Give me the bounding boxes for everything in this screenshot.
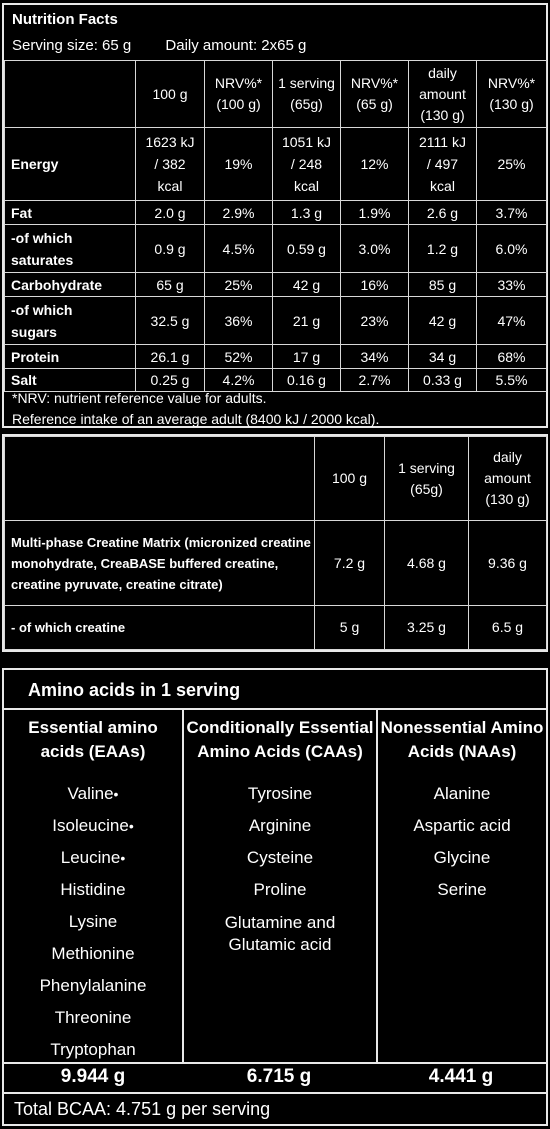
column-header-text: 100 g xyxy=(152,85,188,102)
table-cell xyxy=(469,521,547,605)
table-cell xyxy=(273,345,341,369)
column-header-text: (100 g) xyxy=(216,96,261,112)
row-label-text: - of which creatine xyxy=(11,619,126,635)
table-cell xyxy=(205,128,273,201)
table-cell-text: 36% xyxy=(224,312,253,329)
amino-acid-item xyxy=(378,842,546,874)
table-cell-text: 2111 kJ xyxy=(419,134,466,150)
column-header-text: (65 g) xyxy=(356,96,393,112)
amino-acid-name: Glutamine and xyxy=(224,913,336,932)
column-header-text: (130 g) xyxy=(489,96,534,112)
table-cell-text: 65 g xyxy=(156,276,184,293)
row-label xyxy=(5,345,136,369)
table-cell-text: 0.59 g xyxy=(287,240,326,257)
table-cell xyxy=(477,297,547,345)
amino-acid-name: Glutamic acid xyxy=(228,935,332,954)
amino-acid-item xyxy=(4,810,182,842)
table-cell-text: 5.5% xyxy=(495,372,528,388)
table-cell xyxy=(273,273,341,297)
row-label-text: Protein xyxy=(11,348,60,365)
serving-size: Serving size: 65 g xyxy=(12,37,132,54)
amino-acid-name: Tyrosine xyxy=(247,784,313,803)
table-cell xyxy=(341,225,409,273)
table-cell-text: / 248 xyxy=(290,156,323,172)
daily-amount: Daily amount: 2x65 g xyxy=(165,37,307,54)
amino-acid-name: Isoleucine xyxy=(52,816,129,835)
footnote-line: *NRV: nutrient reference value for adults. xyxy=(12,390,267,406)
amino-acid-item xyxy=(378,874,546,906)
header-row xyxy=(5,61,547,128)
table-cell-text: 3.0% xyxy=(358,240,391,257)
table-cell-text: 85 g xyxy=(428,276,457,293)
table-cell-text: 2.6 g xyxy=(426,204,459,221)
table-cell xyxy=(409,225,477,273)
table-cell-text: / 497 xyxy=(426,156,459,172)
table-cell-text: 3.25 g xyxy=(407,619,446,636)
amino-acid-item xyxy=(4,778,182,810)
row-label-text: monohydrate, CreaBASE buffered creatine, xyxy=(11,555,279,571)
table-cell-text: 2.9% xyxy=(222,204,255,221)
amino-acid-name: Leucine xyxy=(60,848,121,867)
row-label xyxy=(5,297,136,345)
column-header-text: 1 serving xyxy=(278,75,335,91)
table-row xyxy=(5,225,547,273)
column-header xyxy=(341,61,409,128)
amino-acid-item xyxy=(4,842,182,874)
table-cell xyxy=(477,201,547,225)
table-cell xyxy=(315,521,385,605)
row-label xyxy=(5,605,315,649)
column-header xyxy=(409,61,477,128)
table-cell-text: 1051 kJ xyxy=(281,134,332,150)
amino-acid-item xyxy=(184,778,376,810)
table-cell-text: 17 g xyxy=(292,348,321,365)
row-label-text: saturates xyxy=(11,251,74,268)
column-header xyxy=(385,437,469,521)
eaa-list xyxy=(4,778,182,1066)
table-cell xyxy=(136,297,205,345)
row-label-text: sugars xyxy=(11,323,57,340)
table-cell xyxy=(136,128,205,201)
row-label-text: -of which xyxy=(11,301,73,318)
table-cell-text: 52% xyxy=(224,348,253,365)
column-header-text: amount xyxy=(484,470,531,487)
amino-acid-name: Tryptophan xyxy=(50,1040,136,1059)
amino-acid-item xyxy=(4,874,182,906)
row-label xyxy=(5,521,315,605)
naa-column xyxy=(376,708,546,1062)
row-label-text: -of which xyxy=(11,229,73,246)
table-cell-text: 4.5% xyxy=(222,240,255,257)
column-header xyxy=(205,61,273,128)
amino-acid-item xyxy=(184,810,376,842)
table-cell xyxy=(341,128,409,201)
table-cell xyxy=(205,345,273,369)
amino-acid-item xyxy=(184,874,376,906)
table-cell-text: 1.9% xyxy=(358,204,391,221)
table-cell-text: 0.25 g xyxy=(150,372,190,388)
table-cell-text: 26.1 g xyxy=(150,348,190,365)
amino-acid-name: Methionine xyxy=(51,944,135,963)
column-header-text: amount xyxy=(419,85,466,102)
bcaa-marker-icon: • xyxy=(113,786,119,802)
nrv-footnote xyxy=(12,388,379,430)
table-cell xyxy=(477,369,547,392)
table-cell xyxy=(477,273,547,297)
footnote-line: Reference intake of an average adult (8400 kJ / 2000 kcal). xyxy=(12,411,380,427)
table-cell-text: 3.7% xyxy=(495,204,528,221)
column-header xyxy=(5,437,315,521)
bcaa-marker-icon: • xyxy=(128,818,134,834)
column-header xyxy=(469,437,547,521)
table-row xyxy=(5,273,547,297)
table-cell-text: 4.2% xyxy=(222,372,255,388)
table-cell-text: 4.68 g xyxy=(407,555,446,572)
creatine-table xyxy=(4,436,547,650)
table-cell-text: 33% xyxy=(497,276,526,293)
column-header xyxy=(315,437,385,521)
amino-acid-name: Proline xyxy=(253,880,307,899)
table-cell xyxy=(315,605,385,649)
table-cell-text: 0.9 g xyxy=(154,240,186,257)
table-row xyxy=(5,605,547,649)
amino-acid-item xyxy=(378,810,546,842)
amino-acid-name: Aspartic acid xyxy=(413,816,511,835)
table-cell-text: 32.5 g xyxy=(150,312,190,329)
amino-acid-name: Serine xyxy=(437,880,487,899)
table-cell xyxy=(136,345,205,369)
table-cell-text: 2.7% xyxy=(358,372,391,388)
table-cell xyxy=(341,273,409,297)
table-cell xyxy=(409,128,477,201)
column-header xyxy=(477,61,547,128)
table-row xyxy=(5,345,547,369)
amino-acid-item xyxy=(4,970,182,1002)
column-header-text: (65g) xyxy=(410,480,443,497)
caa-list xyxy=(184,778,376,956)
eaa-heading: Essential amino acids (EAAs) xyxy=(28,718,158,761)
amino-acid-name: Cysteine xyxy=(246,848,314,867)
row-label xyxy=(5,201,136,225)
caa-heading: Conditionally Essential Amino Acids (CAAs) xyxy=(186,718,374,761)
table-row xyxy=(5,297,547,345)
table-cell-text: kcal xyxy=(157,178,183,194)
table-cell-text: kcal xyxy=(430,178,455,194)
column-header xyxy=(5,61,136,128)
amino-acid-name: Arginine xyxy=(248,816,312,835)
amino-acid-name: Alanine xyxy=(433,784,491,803)
table-cell xyxy=(136,225,205,273)
row-label-text: Multi-phase Creatine Matrix (micronized creatine xyxy=(11,534,311,550)
table-cell xyxy=(136,201,205,225)
table-cell xyxy=(385,605,469,649)
table-cell-text: 7.2 g xyxy=(333,555,366,572)
table-cell-text: 68% xyxy=(497,348,526,365)
column-header-text: 100 g xyxy=(331,470,368,487)
caa-total: 6.715 g xyxy=(246,1066,312,1087)
table-cell xyxy=(341,201,409,225)
column-header-text: NRV%* xyxy=(487,75,536,91)
table-cell-text: 34 g xyxy=(428,348,457,365)
row-label xyxy=(5,128,136,201)
column-header xyxy=(273,61,341,128)
table-cell-text: 9.36 g xyxy=(488,555,527,572)
table-cell xyxy=(477,128,547,201)
nutrition-table xyxy=(4,60,547,392)
naa-total: 4.441 g xyxy=(428,1066,494,1087)
row-label-text: Carbohydrate xyxy=(11,276,103,293)
table-cell-text: 25% xyxy=(224,276,253,293)
table-cell xyxy=(477,345,547,369)
table-cell-text: 6.5 g xyxy=(491,619,524,636)
eaa-total: 9.944 g xyxy=(60,1066,126,1087)
table-cell-text: 42 g xyxy=(428,312,457,329)
table-cell-text: 42 g xyxy=(292,276,321,293)
row-label xyxy=(5,225,136,273)
column-header-text: daily xyxy=(493,449,522,466)
column-header-text: (130 g) xyxy=(485,491,530,508)
table-cell xyxy=(273,128,341,201)
table-cell xyxy=(469,605,547,649)
column-header-text: NRV%* xyxy=(350,75,399,91)
table-cell-text: 1.3 g xyxy=(290,204,323,221)
table-cell-text: / 382 xyxy=(154,156,186,172)
table-cell-text: 16% xyxy=(360,276,389,293)
table-cell xyxy=(273,225,341,273)
column-header-text: (65g) xyxy=(290,96,323,112)
row-label-text: creatine pyruvate, creatine citrate) xyxy=(11,576,223,592)
table-cell-text: 1623 kJ xyxy=(145,134,195,150)
nutrition-facts-panel xyxy=(2,3,548,428)
row-label-text: Salt xyxy=(11,372,37,388)
amino-acid-name: Histidine xyxy=(60,880,126,899)
creatine-panel xyxy=(2,434,548,652)
table-cell xyxy=(341,297,409,345)
table-cell-text: 21 g xyxy=(292,312,321,329)
caa-column xyxy=(182,708,376,1062)
row-label-text: Energy xyxy=(11,156,59,172)
amino-acid-name: Valine xyxy=(67,784,114,803)
amino-acid-name: Lysine xyxy=(68,912,118,931)
table-cell xyxy=(205,273,273,297)
table-cell-text: 2.0 g xyxy=(154,204,186,221)
table-cell xyxy=(409,297,477,345)
total-bcaa: Total BCAA: 4.751 g per serving xyxy=(4,1092,546,1124)
table-cell xyxy=(409,345,477,369)
eaa-column xyxy=(4,708,182,1062)
amino-acid-name: Threonine xyxy=(54,1008,132,1027)
table-row xyxy=(5,201,547,225)
table-cell xyxy=(136,273,205,297)
table-cell xyxy=(205,225,273,273)
table-cell xyxy=(205,201,273,225)
table-cell-text: 0.33 g xyxy=(423,372,462,388)
table-cell xyxy=(341,345,409,369)
amino-acids-title: Amino acids in 1 serving xyxy=(28,680,241,700)
table-cell xyxy=(385,521,469,605)
naa-heading: Nonessential Amino Acids (NAAs) xyxy=(380,718,544,761)
table-cell-text: 0.16 g xyxy=(287,372,326,388)
column-header-text: (130 g) xyxy=(420,106,465,123)
row-label xyxy=(5,273,136,297)
column-header-text: 1 serving xyxy=(398,459,455,476)
header-row xyxy=(5,437,547,521)
table-row xyxy=(5,521,547,605)
amino-acid-name: Phenylalanine xyxy=(39,976,147,995)
table-cell xyxy=(409,273,477,297)
table-cell-text: 25% xyxy=(497,156,526,172)
amino-acids-panel xyxy=(2,668,548,1126)
nutrition-facts-title: Nutrition Facts xyxy=(12,11,118,28)
bcaa-marker-icon: • xyxy=(120,850,126,866)
table-cell-text: 47% xyxy=(497,312,526,329)
table-cell-text: 12% xyxy=(360,156,389,172)
table-cell-text: kcal xyxy=(294,178,319,194)
amino-acid-item xyxy=(378,778,546,810)
table-cell xyxy=(273,297,341,345)
serving-info xyxy=(12,37,306,54)
table-cell xyxy=(409,201,477,225)
column-header-text: daily xyxy=(428,64,457,81)
table-cell-text: 23% xyxy=(360,312,389,329)
table-cell-text: 6.0% xyxy=(495,240,528,257)
amino-acid-item xyxy=(184,842,376,874)
amino-acid-item xyxy=(4,1002,182,1034)
table-cell xyxy=(477,225,547,273)
table-cell xyxy=(273,201,341,225)
column-header-text: NRV%* xyxy=(214,75,263,91)
table-cell-text: 5 g xyxy=(339,619,360,636)
table-cell-text: 19% xyxy=(224,156,253,172)
amino-acid-item xyxy=(184,906,376,956)
amino-acid-item xyxy=(4,906,182,938)
table-row xyxy=(5,128,547,201)
table-cell xyxy=(205,297,273,345)
row-label-text: Fat xyxy=(11,204,32,221)
table-cell xyxy=(409,369,477,392)
table-cell-text: 1.2 g xyxy=(426,240,459,257)
table-cell-text: 34% xyxy=(360,348,389,365)
naa-list xyxy=(378,778,546,906)
column-header xyxy=(136,61,205,128)
amino-acid-item xyxy=(4,938,182,970)
amino-acid-name: Glycine xyxy=(433,848,491,867)
amino-totals-row xyxy=(4,1062,546,1092)
